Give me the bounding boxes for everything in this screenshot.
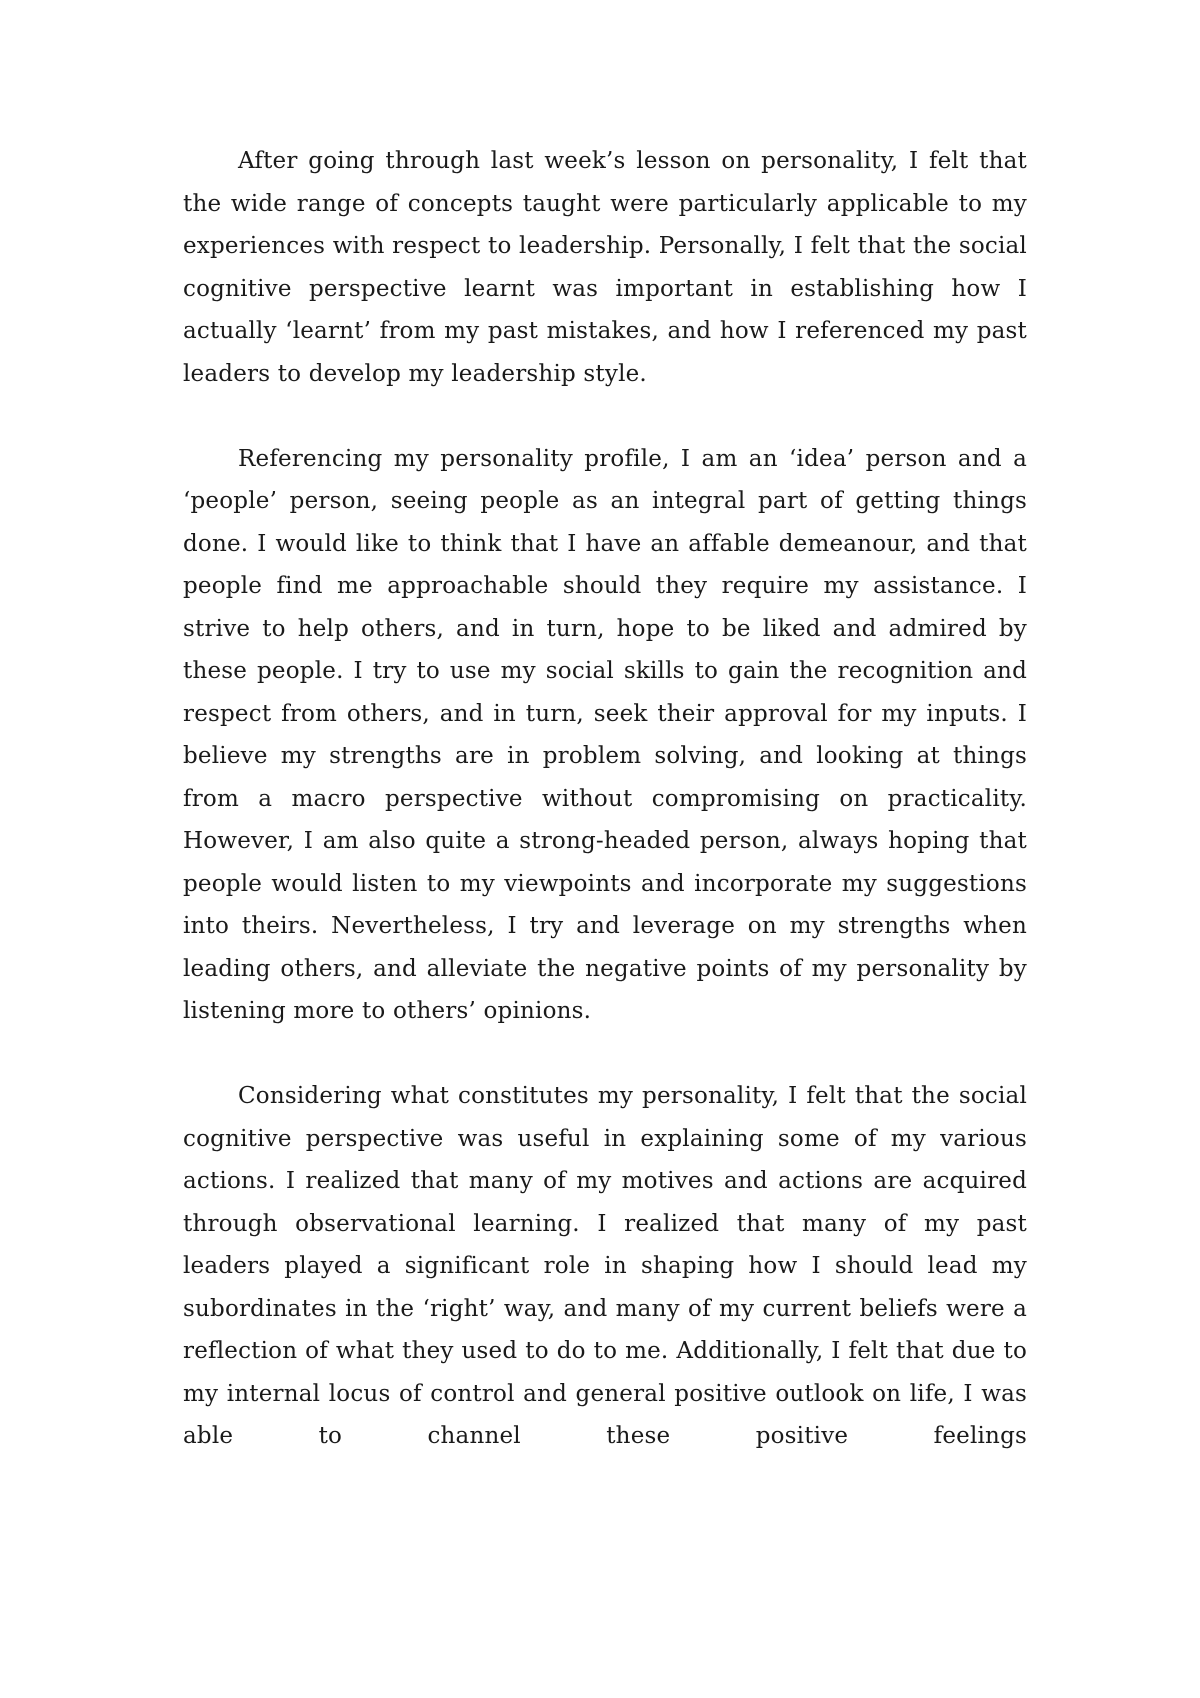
paragraph-3: Considering what constitutes my personality, I felt that the social cognitive perspective was useful in explaining some of my various actions. I realized that many of my motives and actions are acquired through observational learning. I realized that many of my past leaders played a significant role in shaping how I should lead my subordinates in the ‘right’ way, and many of my current beliefs were a reflection of what they used to do to me. Additionally, I felt that due to my internal locus of control and general positive outlook on life, I was able to channel these positive feelings <box>183 1083 1027 1449</box>
paragraph-2: Referencing my personality profile, I am an ‘idea’ person and a ‘people’ person, seeing people as an integral part of getting things done. I would like to think that I have an affable demeanour, and that people find me approachable should they require my assistance. I strive to help others, and in turn, hope to be liked and admired by these people. I try to use my social skills to gain the recognition and respect from others, and in turn, seek their approval for my inputs. I believe my strengths are in problem solving, and looking at things from a macro perspective without compromising on practicality. However, I am also quite a strong-headed person, always hoping that people would listen to my viewpoints and incorporate my suggestions into theirs. Nevertheless, I try and leverage on my strengths when leading others, and alleviate the negative points of my personality by listening more to others’ opinions. <box>183 445 1027 1024</box>
document-body <box>183 140 1027 1458</box>
paragraph-1: After going through last week’s lesson on personality, I felt that the wide range of concepts taught were particularly applicable to my experiences with respect to leadership. Personally, I felt that the social cognitive perspective learnt was important in establishing how I actually ‘learnt’ from my past mistakes, and how I referenced my past leaders to develop my leadership style. <box>183 148 1027 387</box>
